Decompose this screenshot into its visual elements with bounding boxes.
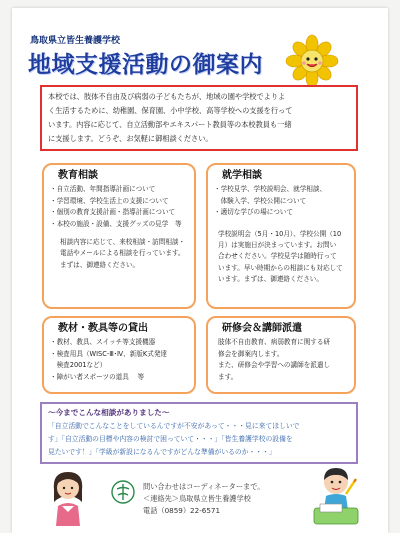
contact-info <box>143 481 264 517</box>
past-consultations-box <box>40 402 358 464</box>
list-item: ・学校見学、学校説明会、就学相談、 <box>214 185 327 194</box>
note-line: います。早い時期からの相談にも対応して <box>218 263 343 272</box>
note-line: 月）は実施日が決まっています。お問い <box>218 241 337 250</box>
note-line: 修会を御案内します。 <box>218 349 284 358</box>
note-line: 相談内容に応じて、来校相談・訪問相談・ <box>60 238 186 247</box>
note-line: また、研修会や学習への講師を派遣し <box>218 361 331 370</box>
consult-line: 見たいです！」「学級が新設になるんですがどんな準備がいるのか・・・」 <box>48 448 276 456</box>
intro-line: に支援します。どうぞ、お気軽に御相談ください。 <box>48 134 213 143</box>
note-line: まずは、御連絡ください。 <box>60 260 140 269</box>
consult-heading: ～今までこんな相談がありました～ <box>48 408 170 417</box>
education-consult-card <box>42 163 196 309</box>
note-line: 学校説明会（5月・10月）、学校公開（10 <box>218 229 342 238</box>
contact-phone: 電話（0859）22-6571 <box>143 506 221 515</box>
list-item: ・検査用具（WISC-Ⅲ･Ⅳ、新版K式発達 <box>50 349 168 358</box>
list-item: ・教材、教具、スイッチ等支援機器 <box>50 338 156 347</box>
list-item: ・適切な学びの場について <box>214 208 293 217</box>
note-line: 電話やメールによる相談を行っています。 <box>60 249 185 258</box>
note-line: 肢体不自由教育、病弱教育に関する研 <box>218 338 331 347</box>
note-line: ます。 <box>218 372 238 381</box>
list-item: 体験入学、学校公開について <box>214 196 307 205</box>
list-item: ・本校の施設・設備、支援グッズの見学 等 <box>50 219 182 228</box>
card-note <box>214 229 348 286</box>
training-card <box>206 316 356 394</box>
card-note <box>214 337 348 383</box>
intro-line: く生活するために、幼稚園、保育園、小中学校、高等学校への支援を行って <box>48 106 293 115</box>
note-line: います。まずは、御連絡ください。 <box>218 275 323 284</box>
school-name: 鳥取県立皆生養護学校 <box>30 36 121 46</box>
list-item: ・障がい者スポーツの道具 等 <box>50 372 145 381</box>
card-title: 教育相談 <box>58 170 98 181</box>
boy-icon <box>312 464 360 526</box>
card-title: 就学相談 <box>222 170 262 181</box>
consult-line: 「自立活動でこんなことをしているんですが不安があって・・・見に来てほしいで <box>48 422 300 430</box>
school-emblem-icon <box>111 480 135 504</box>
note-line: 合わせください。学校見学は随時行って <box>218 252 337 261</box>
intro-line: 本校では、肢体不自由及び病弱の子どもたちが、地域の園や学校でよりよ <box>48 92 286 101</box>
school-entry-consult-card <box>206 163 356 309</box>
card-title: 研修会＆講師派遣 <box>222 323 302 334</box>
consult-body <box>48 420 352 459</box>
page-title: 地域支援活動の御案内 <box>28 52 263 78</box>
list-item: 検査2001など） <box>50 361 107 370</box>
list-item: ・自立活動、年間指導計画について <box>50 185 156 194</box>
materials-loan-card <box>42 316 196 394</box>
list-item: ・学習環境、学校生活上の支援について <box>50 196 169 205</box>
contact-line: 問い合わせはコーディネーターまで。 <box>143 482 265 491</box>
consult-line: す」「自立活動の目標や内容の検討で困っていて・・・」「皆生養護学校の設備を <box>48 435 293 443</box>
contact-line: ＜連絡先＞鳥取県立皆生養護学校 <box>143 494 251 503</box>
intro-box <box>40 85 358 151</box>
list-item: ・個別の教育支援計画・指導計画について <box>50 208 176 217</box>
intro-line: います。内容に応じて、自立活動部やエキスパート教員等の本校教員も一緒 <box>48 120 292 129</box>
card-title: 教材・教具等の貸出 <box>58 323 148 334</box>
card-note <box>50 237 188 271</box>
girl-icon <box>48 468 88 526</box>
